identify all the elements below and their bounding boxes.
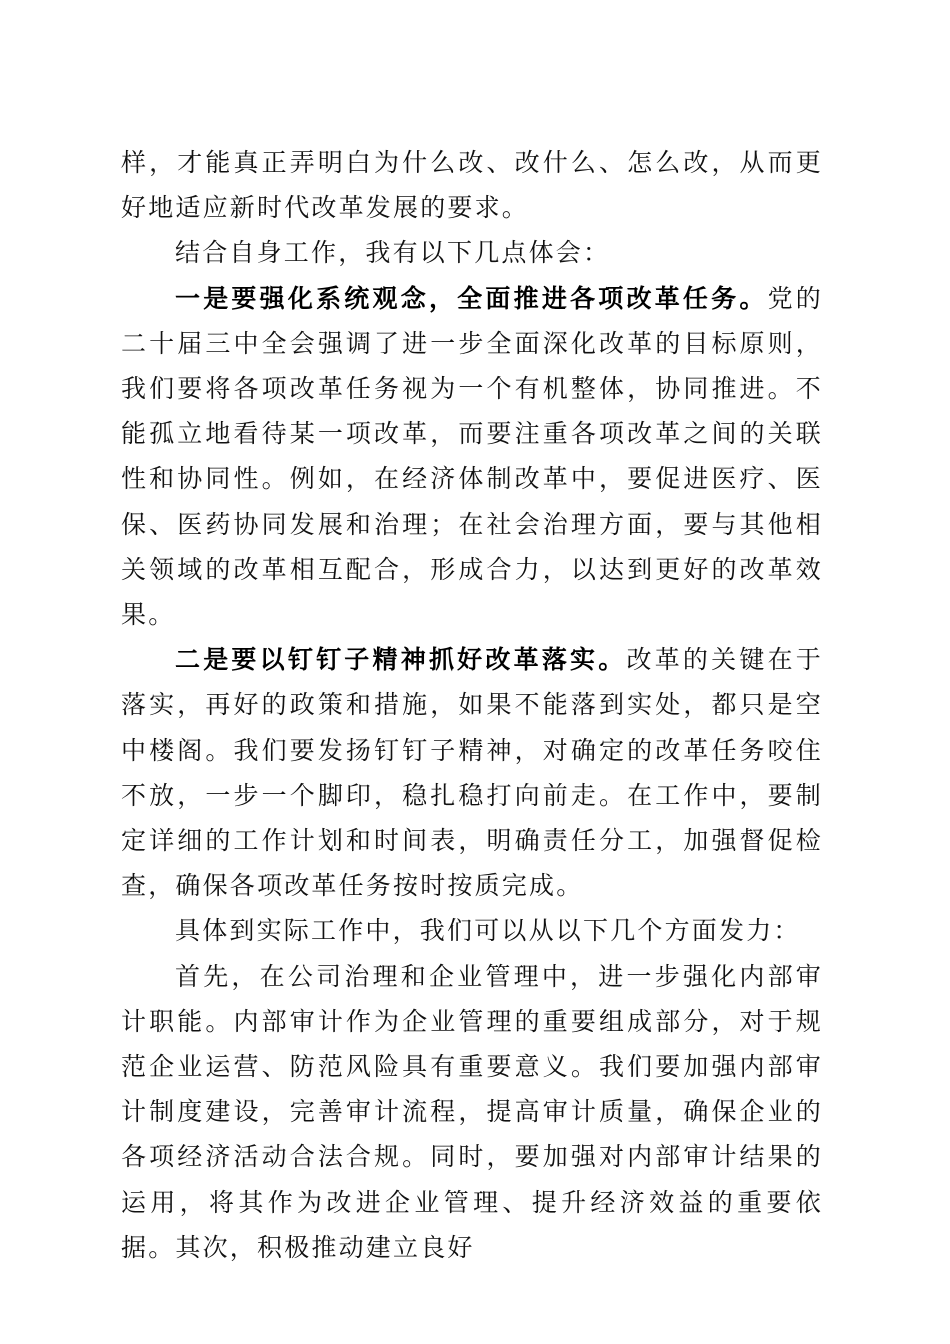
paragraph-intro — [121, 230, 823, 275]
paragraph-point-two — [121, 637, 823, 908]
paragraph-lead-heading: 一是要强化系统观念，全面推进各项改革任务。 — [175, 283, 768, 313]
paragraph-text: 具体到实际工作中，我们可以从以下几个方面发力： — [175, 916, 801, 946]
paragraph-text: 结合自身工作，我有以下几点体会： — [175, 238, 611, 268]
paragraph-point-one — [121, 276, 823, 638]
paragraph-text: 首先，在公司治理和企业管理中，进一步强化内部审计职能。内部审计作为企业管理的重要组成部分，对于规范企业运营、防范风险具有重要意义。我们要加强内部审计制度建设，完善审计流程，提高审计质量，确保企业的各项经济活动合法合规。同时，要加强对内部审计结果的运用，将其作为改进企业管理、提升经济效益的重要依据。其次，积极推动建立良好 — [121, 961, 823, 1262]
paragraph-text: 改革的关键在于落实，再好的政策和措施，如果不能落到实处，都只是空中楼阁。我们要发扬钉钉子精神，对确定的改革任务咬住不放，一步一个脚印，稳扎稳打向前走。在工作中，要制定详细的工作计划和时间表，明确责任分工，加强督促检查，确保各项改革任务按时按质完成。 — [121, 645, 824, 901]
paragraph-lead-heading: 二是要以钉钉子精神抓好改革落实。 — [175, 645, 627, 675]
paragraph-text: 样，才能真正弄明白为什么改、改什么、怎么改，从而更好地适应新时代改革发展的要求。 — [121, 148, 823, 223]
paragraph-text: 党的二十届三中全会强调了进一步全面深化改革的目标原则，我们要将各项改革任务视为一个有机整体，协同推进。不能孤立地看待某一项改革，而要注重各项改革之间的关联性和协同性。例如，在经济体制改革中，要促进医疗、医保、医药协同发展和治理；在社会治理方面，要与其他相关领域的改革相互配合，形成合力，以达到更好的改革效果。 — [121, 283, 823, 630]
paragraph-first-measure — [121, 954, 823, 1270]
paragraph-practice-intro — [121, 908, 823, 953]
document-body — [121, 140, 823, 1270]
paragraph-continuation — [121, 140, 823, 230]
